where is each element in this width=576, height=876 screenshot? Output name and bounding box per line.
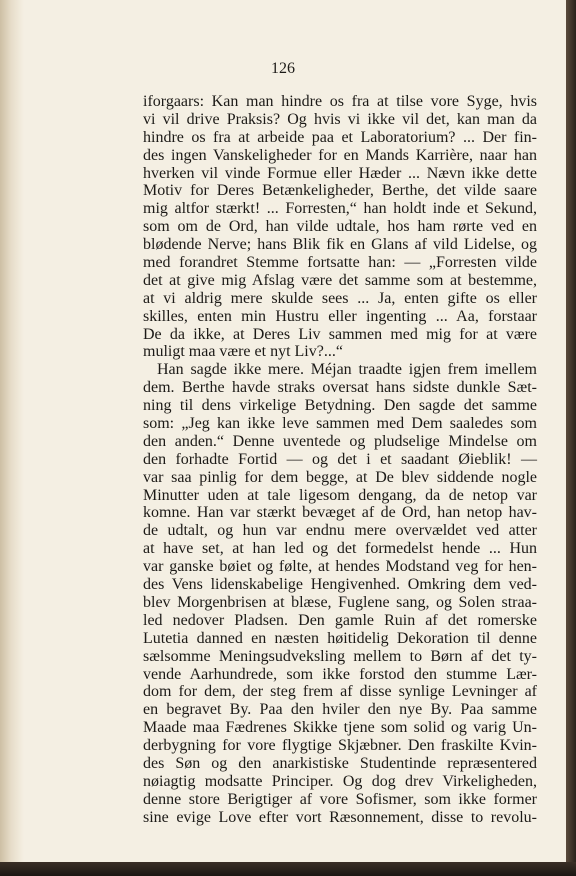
text-line: en begravet By. Paa den hviler den nye By. Paa samme <box>143 701 537 719</box>
text-line: Lutetia danned en næsten høitidelig Dekoration til denne <box>143 629 537 647</box>
text-line: mig altfor stærkt! ... Forresten,“ han holdt inde et Sekund, <box>143 200 537 218</box>
text-line: den anden.“ Denne uventede og pludselige Mindelse om <box>143 432 537 450</box>
book-gutter <box>0 0 24 862</box>
text-line: med forandret Stemme fortsatte han: — „Forresten vilde <box>143 254 537 272</box>
text-line: De da ikke, at Deres Liv sammen med mig for at være <box>143 325 537 343</box>
text-line: de udtalt, og hun var endnu mere overvældet ved atter <box>143 522 537 540</box>
body-text <box>143 93 537 827</box>
text-line: hindre os fra at arbeide paa et Laboratorium? ... Der fin- <box>143 128 537 146</box>
text-line: sine evige Love efter vort Ræsonnement, disse to revolu- <box>143 808 537 826</box>
text-line: led nedover Pladsen. Den gamle Ruin af det romerske <box>143 611 537 629</box>
text-line: var saa pinlig for dem begge, at De blev siddende nogle <box>143 468 537 486</box>
text-line: den forhadte Fortid — og det i et saadant Øieblik! — <box>143 450 537 468</box>
text-line: derbygning for vore flygtige Skjæbner. Den fraskilte Kvin- <box>143 737 537 755</box>
text-line: denne store Berigtiger af vore Sofismer, som ikke former <box>143 790 537 808</box>
text-line: des ingen Vanskeligheder for en Mands Karrière, naar han <box>143 146 537 164</box>
text-line: dem. Berthe havde straks oversat hans sidste dunkle Sæt- <box>143 379 537 397</box>
text-line: ning til dens virkelige Betydning. Den sagde det samme <box>143 397 537 415</box>
text-line: blødende Nerve; hans Blik fik en Glans af vild Lidelse, og <box>143 236 537 254</box>
book-edge-right <box>566 0 576 876</box>
text-line: nøiagtig modsatte Principer. Og dog drev Virkeligheden, <box>143 772 537 790</box>
text-line: Han sagde ikke mere. Méjan traadte igjen frem imellem <box>157 361 537 379</box>
text-line: var ganske bøiet og følte, at hendes Modstand veg for hen- <box>143 558 537 576</box>
text-line: som om de Ord, han vilde udtale, hos ham rørte ved en <box>143 218 537 236</box>
text-line: vi vil drive Praksis? Og hvis vi ikke vil det, kan man da <box>143 110 537 128</box>
page-number: 126 <box>271 60 295 77</box>
text-line: skilles, enten min Hustru eller ingenting ... Aa, forstaar <box>143 307 537 325</box>
text-line: Minutter uden at tale ligesom dengang, da de netop var <box>143 486 537 504</box>
text-line: vende Aarhundrede, som ikke forstod den stumme Lær- <box>143 665 537 683</box>
text-line: Motiv for Deres Betænkeligheder, Berthe, det vilde saare <box>143 182 537 200</box>
text-line: muligt maa være et nyt Liv?...“ <box>143 343 343 361</box>
text-line: komne. Han var stærkt bevæget af de Ord, han netop hav- <box>143 504 537 522</box>
text-line: blev Morgenbrisen at blæse, Fuglene sang, og Solen straa- <box>143 593 537 611</box>
text-line: hverken vil vinde Formue eller Hæder ... Nævn ikke dette <box>143 164 537 182</box>
text-line: des Søn og den anarkistiske Studentinde repræsentered <box>143 754 537 772</box>
text-line: Maade maa Fædrenes Skikke tjene som solid og varig Un- <box>143 719 537 737</box>
text-line: at vi aldrig mere skulde sees ... Ja, enten gifte os eller <box>143 289 537 307</box>
text-line: dom for dem, der steg frem af disse synlige Levninger af <box>143 683 537 701</box>
text-line: det at give mig Afslag være det samme som at bestemme, <box>143 271 537 289</box>
book-edge-bottom <box>0 862 576 876</box>
text-line: at have set, at han led og det formedelst hende ... Hun <box>143 540 537 558</box>
text-line: iforgaars: Kan man hindre os fra at tilse vore Syge, hvis <box>143 93 537 110</box>
text-line: des Vens lidenskabelige Hengivenhed. Omkring dem ved- <box>143 576 537 594</box>
text-line: sælsomme Meningsudveksling mellem to Børn af det ty- <box>143 647 537 665</box>
text-line: som: „Jeg kan ikke leve sammen med Dem saaledes som <box>143 415 537 433</box>
